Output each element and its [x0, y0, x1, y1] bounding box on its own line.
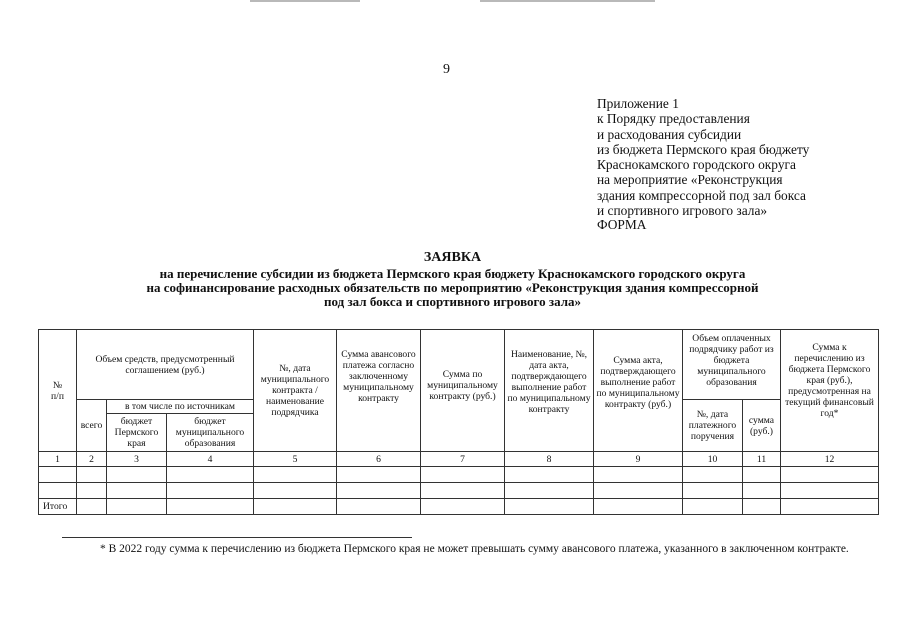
column-number: 11: [743, 452, 781, 467]
column-number: 8: [505, 452, 594, 467]
header-act-name: Наименование, №, дата акта, подтверждающего выполнение работ по муниципальному контракту: [505, 330, 594, 452]
header-num: № п/п: [39, 330, 77, 452]
appendix-line: Приложение 1: [597, 96, 679, 111]
header-total: всего: [77, 400, 107, 452]
column-number: 9: [594, 452, 683, 467]
appendix-line: Краснокамского городского округа: [597, 157, 796, 173]
header-sources: в том числе по источникам: [107, 400, 254, 414]
column-number: 5: [254, 452, 337, 467]
header-contract: №, дата муниципального контракта / наименование подрядчика: [254, 330, 337, 452]
header-transfer: Сумма к перечислению из бюджета Пермского края (руб.), предусмотренная на текущий финансовый год*: [781, 330, 879, 452]
page-number: 9: [443, 62, 450, 77]
document-subtitle: [40, 267, 865, 309]
table-row: [39, 467, 879, 483]
total-row: [39, 499, 879, 515]
header-paid: Объем оплаченных подрядчику работ из бюджета муниципального образования: [683, 330, 781, 400]
header-volume: Объем средств, предусмотренный соглашением (руб.): [77, 330, 254, 400]
column-number: 2: [77, 452, 107, 467]
column-number: 7: [421, 452, 505, 467]
form-label: ФОРМА: [597, 217, 647, 232]
appendix-line: и спортивного игрового зала»: [597, 203, 768, 219]
scan-edge-line: [480, 0, 655, 2]
header-muni-budget: бюджет муниципального образования: [167, 414, 254, 452]
footnote-separator: [62, 537, 412, 538]
header-act-sum: Сумма акта, подтверждающего выполнение работ по муниципальному контракту (руб.): [594, 330, 683, 452]
footnote: * В 2022 году сумма к перечислению из бюджета Пермского края не может превышать сумму авансового платежа, указанного в заключенном контракте.: [100, 543, 849, 555]
appendix-line: и расходования субсидии: [597, 126, 742, 142]
column-number: 10: [683, 452, 743, 467]
header-contract-sum: Сумма по муниципальному контракту (руб.): [421, 330, 505, 452]
subtitle-line: на софинансирование расходных обязательств по мероприятию «Реконструкция здания компрессорной: [146, 280, 759, 295]
appendix-line: к Порядку предоставления: [597, 111, 750, 127]
column-number: 1: [39, 452, 77, 467]
column-number: 12: [781, 452, 879, 467]
scan-edge-line: [250, 0, 360, 2]
column-numbers-row: [39, 452, 879, 467]
column-number: 4: [167, 452, 254, 467]
total-label: Итого: [39, 499, 77, 515]
table-row: [39, 483, 879, 499]
header-perm-budget: бюджет Пермского края: [107, 414, 167, 452]
appendix-line: из бюджета Пермского края бюджету: [597, 141, 810, 157]
appendix-line: здания компрессорной под зал бокса: [597, 187, 806, 203]
header-sum-rub: сумма (руб.): [743, 400, 781, 452]
appendix-line: на мероприятие «Реконструкция: [597, 172, 783, 188]
header-advance: Сумма авансового платежа согласно заключенному муниципальному контракту: [337, 330, 421, 452]
column-number: 3: [107, 452, 167, 467]
appendix-block: [597, 96, 809, 218]
column-number: 6: [337, 452, 421, 467]
document-title: ЗАЯВКА: [423, 250, 482, 265]
header-order: №, дата платежного поручения: [683, 400, 743, 452]
subtitle-line: под зал бокса и спортивного игрового зала»: [324, 294, 581, 309]
application-table: [38, 329, 879, 515]
subtitle-line: на перечисление субсидии из бюджета Пермского края бюджету Краснокамского городского округа: [159, 266, 746, 281]
